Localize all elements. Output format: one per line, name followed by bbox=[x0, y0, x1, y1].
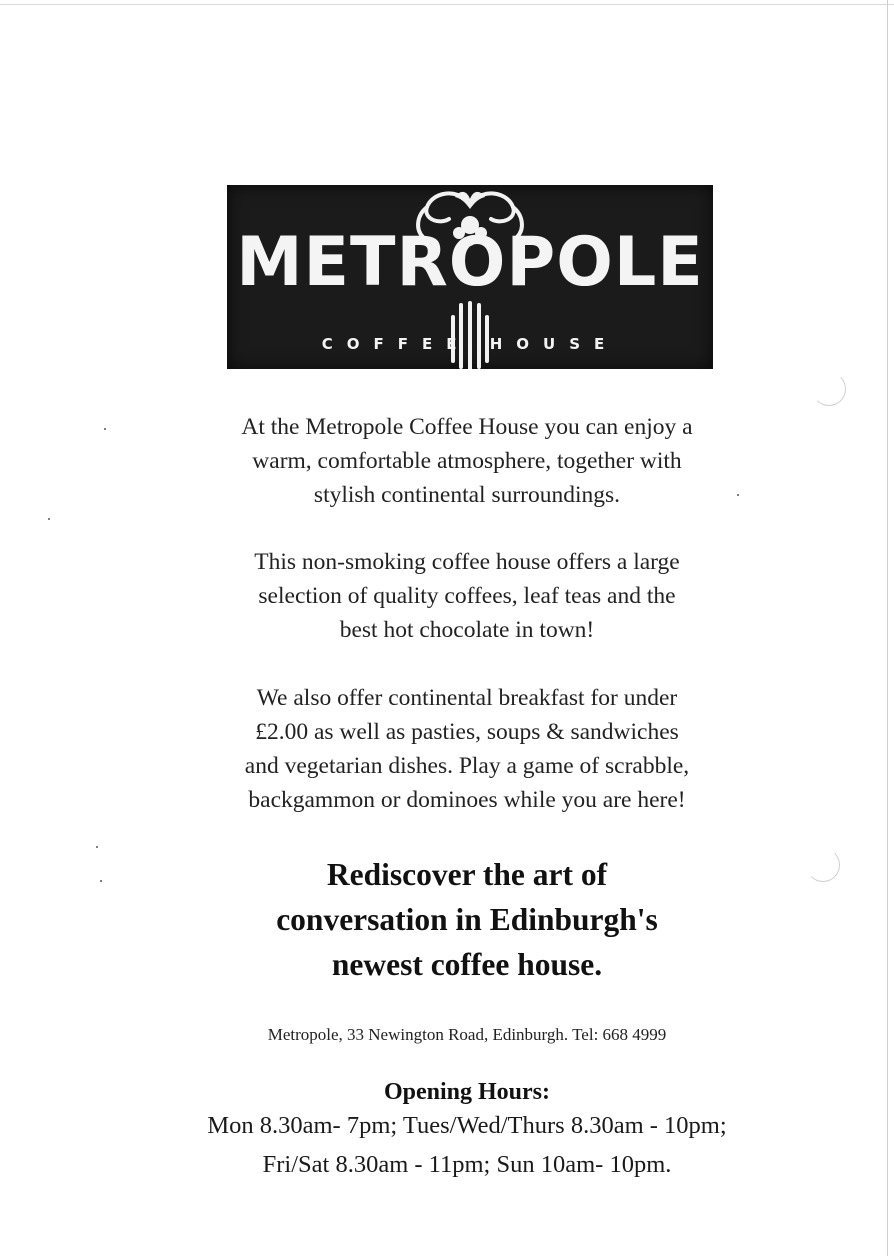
punch-hole-bottom bbox=[806, 848, 840, 882]
opening-hours-line-1: Mon 8.30am- 7pm; Tues/Wed/Thurs 8.30am - 10pm; bbox=[207, 1112, 727, 1139]
page-right-edge bbox=[887, 0, 888, 1256]
tagline: Rediscover the art of conversation in Edinburgh's newest coffee house. bbox=[276, 857, 658, 982]
page-top-edge bbox=[0, 4, 894, 5]
scan-speck bbox=[104, 428, 106, 430]
food-games-paragraph: We also offer continental breakfast for under £2.00 as well as pasties, soups & sandwiches and vegetarian dishes. Play a game of scrabble, backgammon or dominoes while you are here! bbox=[244, 685, 690, 813]
opening-hours-heading: Opening Hours: bbox=[383, 1079, 551, 1105]
scan-speck bbox=[48, 518, 50, 520]
intro-paragraph: At the Metropole Coffee House you can enjoy a warm, comfortable atmosphere, together with stylish continental surroundings. bbox=[241, 414, 693, 508]
scan-speck bbox=[100, 880, 102, 882]
scan-speck bbox=[96, 846, 98, 848]
logo-title: METROPOLE bbox=[236, 223, 704, 302]
logo-subtitle: COFFEE HOUSE bbox=[321, 335, 619, 353]
address-line: Metropole, 33 Newington Road, Edinburgh. Tel: 668 4999 bbox=[267, 1025, 667, 1044]
drinks-paragraph: This non-smoking coffee house offers a large selection of quality coffees, leaf teas and the best hot chocolate in town! bbox=[254, 549, 680, 643]
opening-hours-line-2: Fri/Sat 8.30am - 11pm; Sun 10am- 10pm. bbox=[262, 1151, 672, 1178]
punch-hole-top bbox=[812, 372, 846, 406]
metropole-logo bbox=[227, 185, 713, 369]
